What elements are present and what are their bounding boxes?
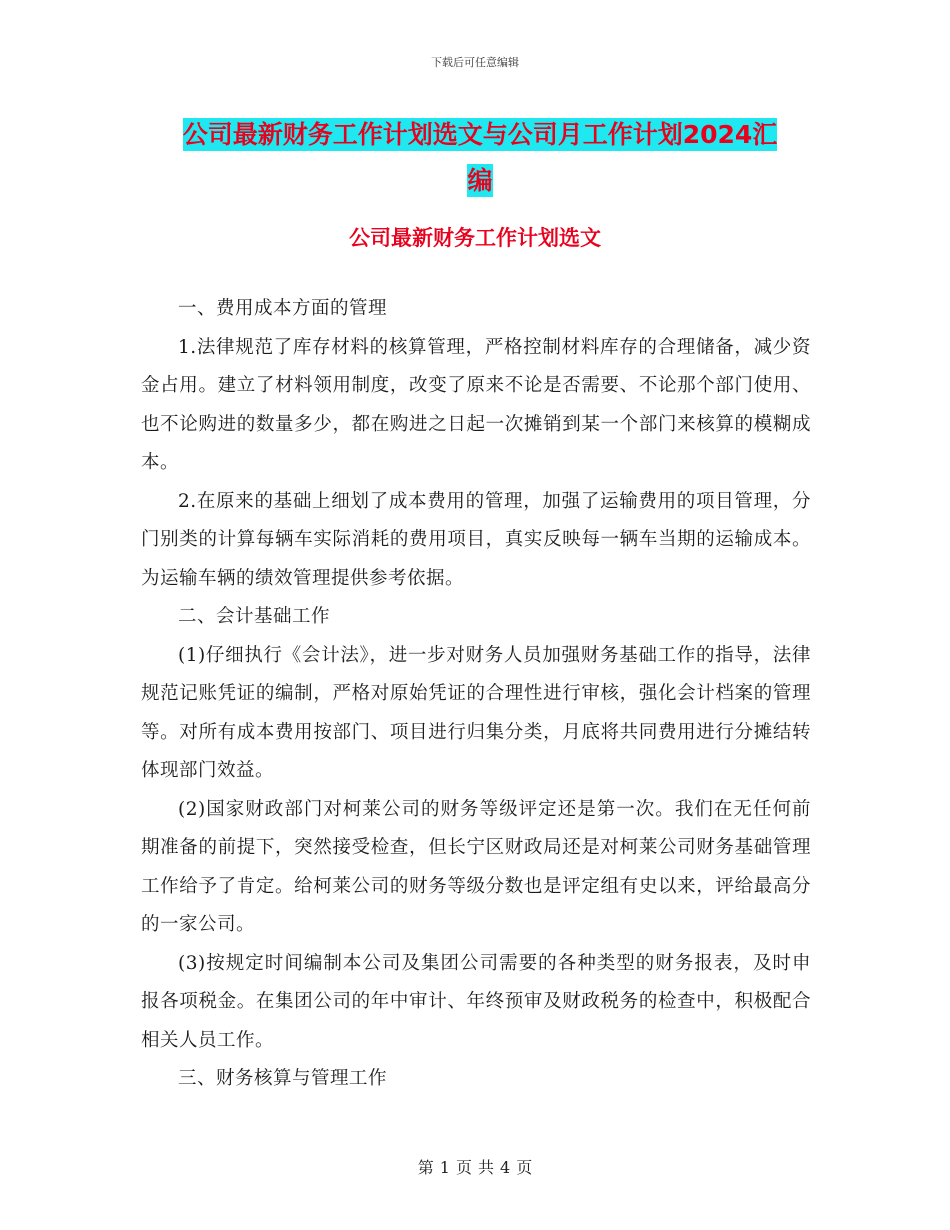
paragraph-financial-reports: (3)按规定时间编制本公司及集团公司需要的各种类型的财务报表，及时申报各项税金。在集团公司的年中审计、年终预审及财政税务的检查中，积极配合相关人员工作。 bbox=[141, 952, 811, 1051]
document-title bbox=[140, 112, 820, 204]
paragraph-cost-detail: 2.在原来的基础上细划了成本费用的管理，加强了运输费用的项目管理，分门别类的计算每辆车实际消耗的费用项目，真实反映每一辆车当期的运输成本。为运输车辆的绩效管理提供参考依据。 bbox=[141, 490, 811, 589]
footer-total-word: 共 bbox=[478, 1158, 495, 1177]
section-title: 公司最新财务工作计划选文 bbox=[349, 226, 601, 250]
footer-prefix: 第 bbox=[417, 1158, 434, 1177]
heading-accounting-management: 三、财务核算与管理工作 bbox=[178, 1068, 388, 1089]
page-footer bbox=[0, 1155, 950, 1178]
heading-accounting-basics: 二、会计基础工作 bbox=[178, 606, 331, 627]
footer-current-page: 1 bbox=[439, 1158, 450, 1177]
footer-suffix: 页 bbox=[516, 1158, 533, 1177]
document-title-line-1: 公司最新财务工作计划选文与公司月工作计划2024汇 bbox=[182, 120, 778, 149]
heading-expense-cost-management: 一、费用成本方面的管理 bbox=[178, 298, 388, 319]
paragraph-finance-rating: (2)国家财政部门对柯莱公司的财务等级评定还是第一次。我们在无任何前期准备的前提下，突然接受检查，但长宁区财政局还是对柯莱公司财务基础管理工作给予了肯定。给柯莱公司的财务等级分数也是评定组有史以来，评给最高分的一家公司。 bbox=[141, 798, 811, 935]
paragraph-inventory: 1.法律规范了库存材料的核算管理，严格控制材料库存的合理储备，减少资金占用。建立了材料领用制度，改变了原来不论是否需要、不论那个部门使用、也不论购进的数量多少，都在购进之日起一次摊销到某一个部门来核算的模糊成本。 bbox=[141, 336, 811, 473]
footer-page-word: 页 bbox=[455, 1158, 472, 1177]
footer-total-pages: 4 bbox=[500, 1158, 511, 1177]
document-body bbox=[141, 290, 811, 1099]
document-title-line-2: 编 bbox=[467, 166, 493, 195]
header-note: 下载后可任意编辑 bbox=[431, 56, 519, 69]
paragraph-accounting-law: (1)仔细执行《会计法》，进一步对财务人员加强财务基础工作的指导，法律规范记账凭证的编制，严格对原始凭证的合理性进行审核，强化会计档案的管理等。对所有成本费用按部门、项目进行归集分类，月底将共同费用进行分摊结转体现部门效益。 bbox=[141, 644, 811, 781]
